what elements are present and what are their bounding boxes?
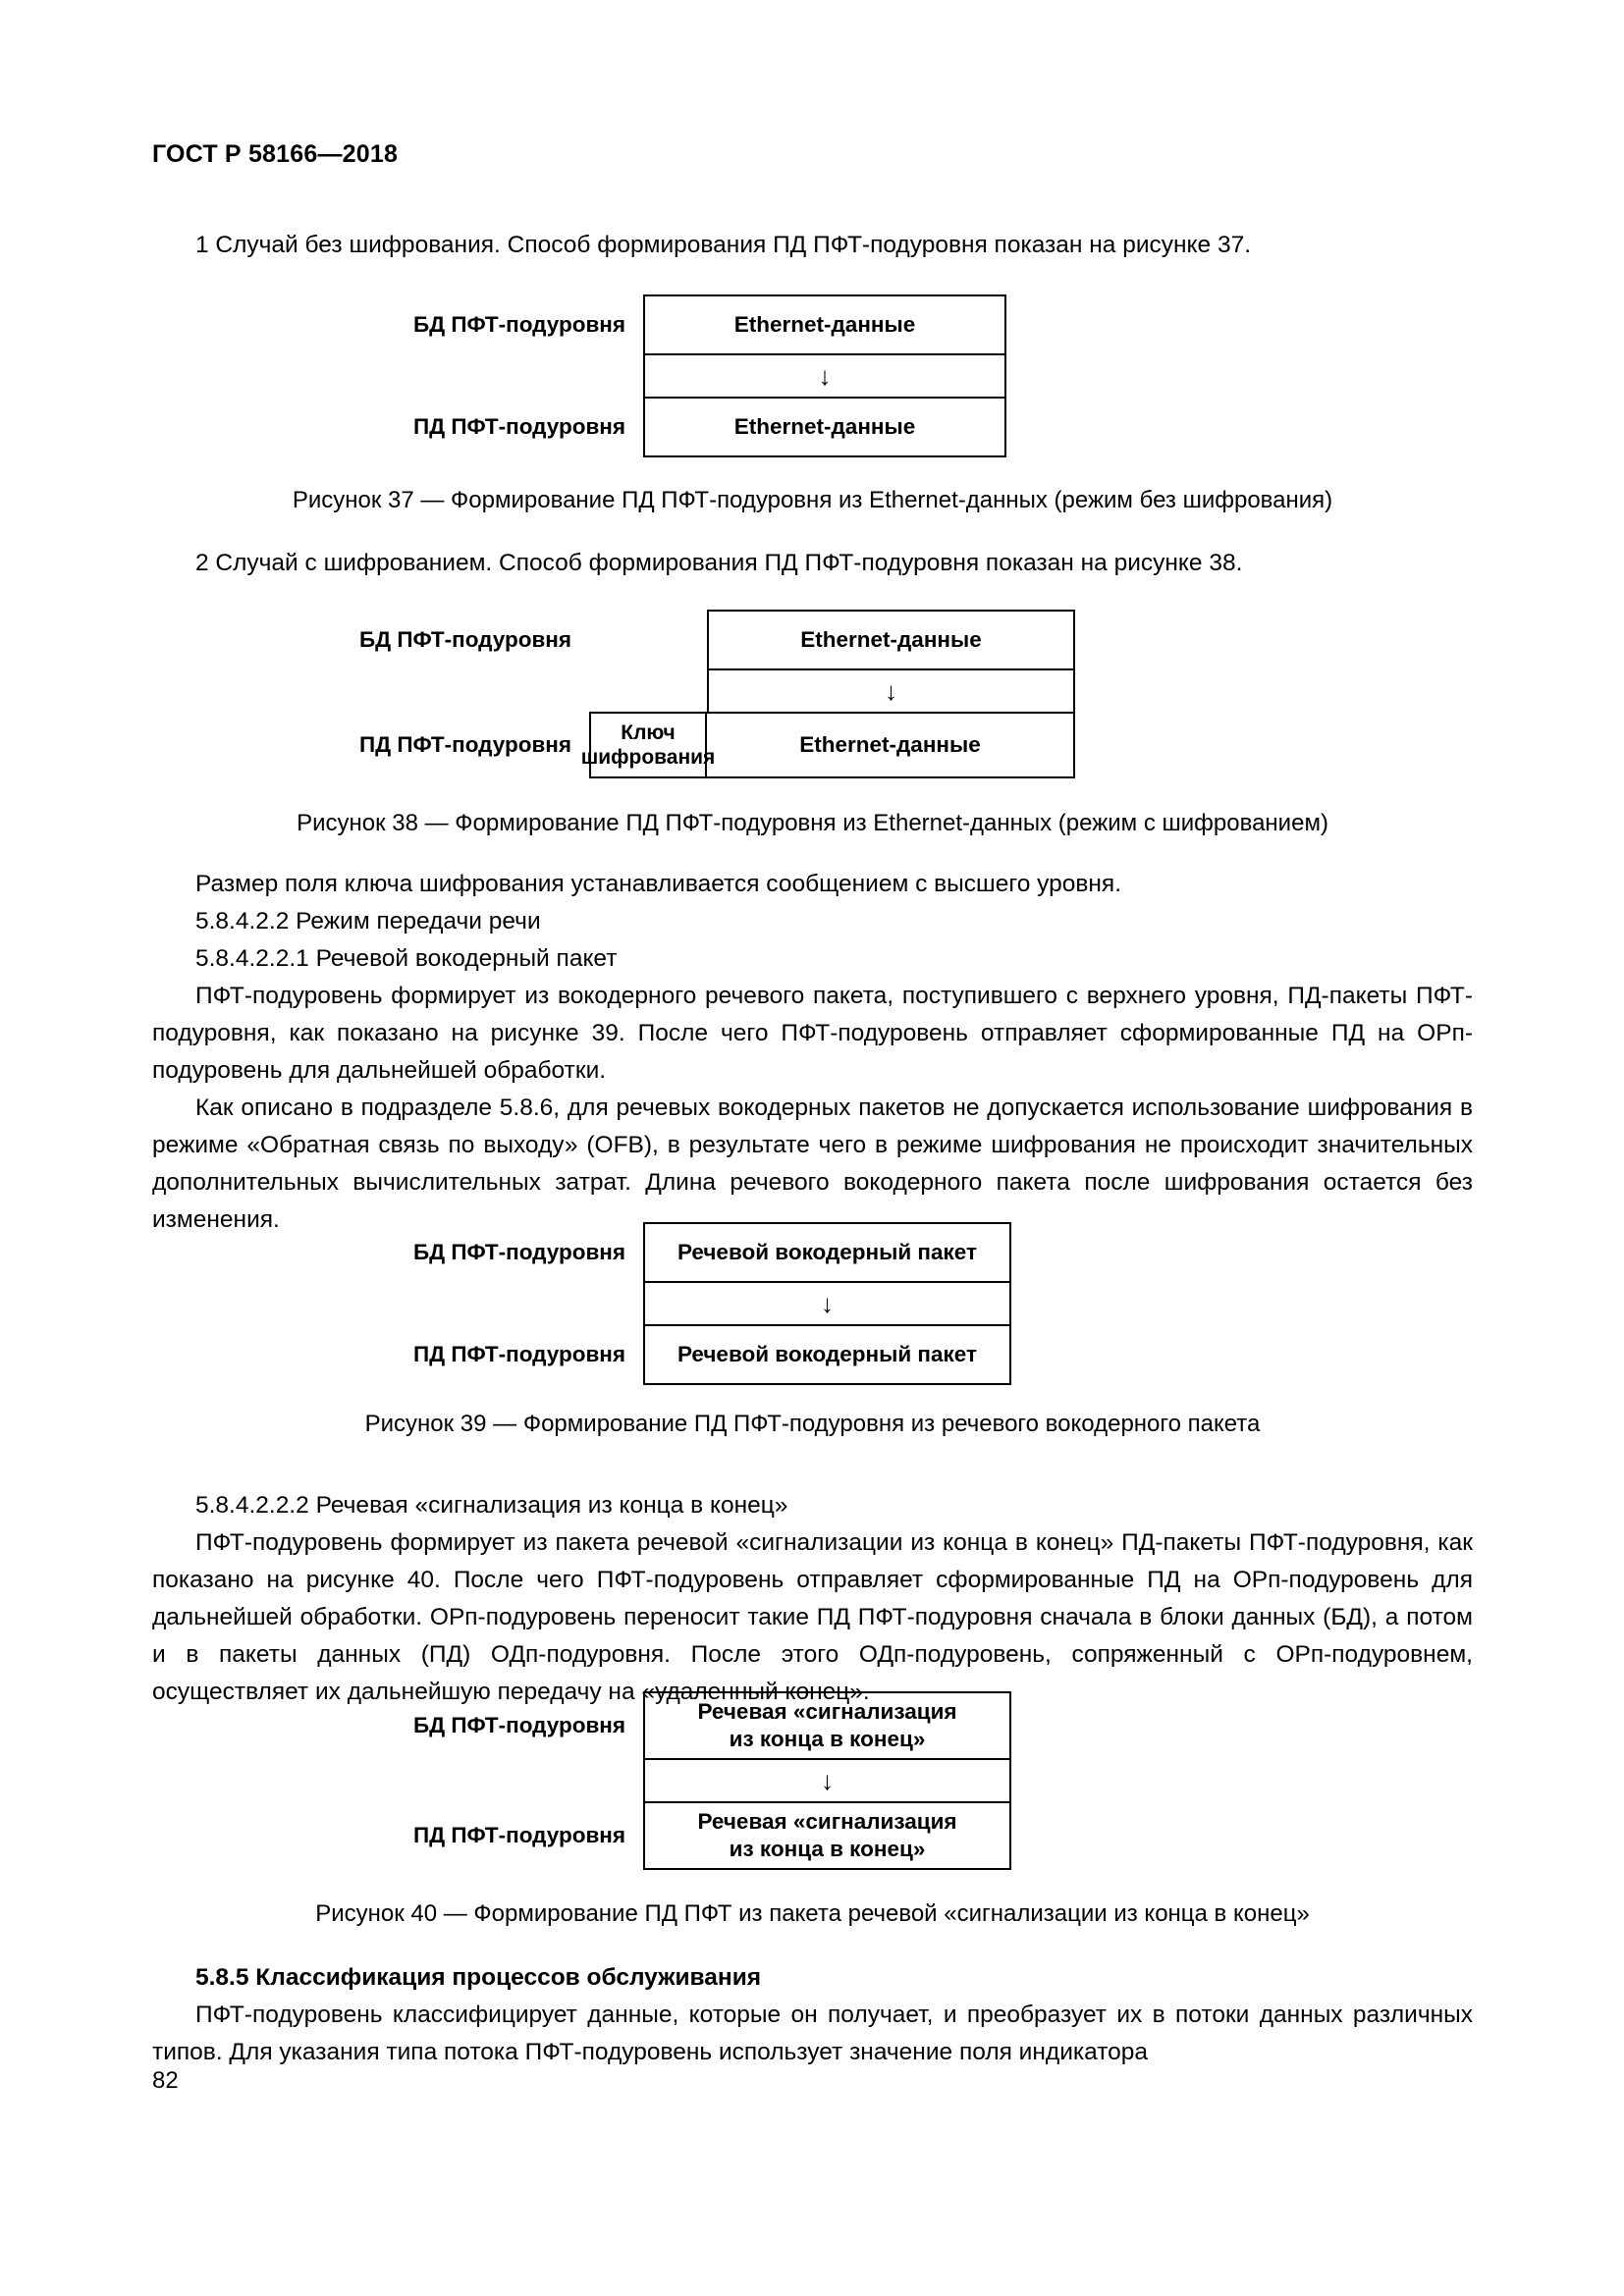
figure-38-row-top	[152, 610, 1473, 670]
figure-40-label-bd: БД ПФТ-подуровня	[412, 1713, 625, 1737]
figure-38-label-bd: БД ПФТ-подуровня	[358, 627, 571, 652]
figure-37-label-bd: БД ПФТ-подуровня	[412, 312, 625, 337]
paragraph-end-to-end-signalling: ПФТ-подуровень формирует из пакета речевой «сигнализации из конца в конец» ПД-пакеты ПФТ-подуровня, как показано на рисунке 40. После чего ПФТ-подуровень отправляет сформированные ПД на ОРп-подуровень для дальнейшей обработки. ОРп-подуровень переносит такие ПД ПФТ-подуровня сначала в блоки данных (БД), а потом и в пакеты данных (ПД) ОДп-подуровня. После этого ОДп-подуровень, сопряженный с ОРп-подуровнем, осуществляет их дальнейшую передачу на «удаленный конец».	[152, 1529, 1473, 1705]
figure-40-spacer-left	[152, 1760, 643, 1801]
figure-37-label-pd: ПД ПФТ-подуровня	[412, 414, 625, 439]
figure-39-row-top	[152, 1222, 1473, 1283]
figure-40-box-top-line2: из конца в конец»	[729, 1727, 926, 1751]
paragraph-vocoder-packet: ПФТ-подуровень формирует из вокодерного речевого пакета, поступившего с верхнего уровня, ПД-пакеты ПФТ-подуровня, как показано на рисунке 39. После чего ПФТ-подуровень отправляет сформированные ПД на ОРп-подуровень для дальнейшей обработки.	[152, 983, 1473, 1084]
heading-5-8-4-2-2-2: 5.8.4.2.2.2 Речевая «сигнализация из конца в конец»	[195, 1492, 788, 1519]
paragraph-case-no-encryption: 1 Случай без шифрования. Способ формирования ПД ПФТ-подуровня показан на рисунке 37.	[195, 232, 1252, 258]
figure-39-row-bottom	[152, 1324, 1473, 1385]
paragraph-classification: ПФТ-подуровень классифицирует данные, которые он получает, и преобразует их в потоки данных различных типов. Для указания типа потока ПФТ-подуровень использует значение поля индикатора	[152, 2002, 1473, 2065]
figure-37-box-top: Ethernet-данные	[643, 294, 1006, 355]
page-number: 82	[152, 2067, 179, 2094]
figure-40-diagram	[152, 1691, 1473, 1870]
figure-38-label-pd: ПД ПФТ-подуровня	[358, 732, 571, 757]
paragraph-key-field-size: Размер поля ключа шифрования устанавливается сообщением с высшего уровня.	[195, 871, 1121, 897]
text-block-classification	[152, 1959, 1473, 2071]
figure-40-box-bottom-line1: Речевая «сигнализация	[697, 1809, 957, 1834]
paragraph-case-encryption-container	[152, 545, 1473, 582]
figure-39-box-bottom: Речевой вокодерный пакет	[643, 1324, 1011, 1385]
figure-39-label-pd: ПД ПФТ-подуровня	[412, 1342, 625, 1366]
figure-39-diagram	[152, 1222, 1473, 1385]
figure-39-row-arrow	[152, 1283, 1473, 1324]
figure-38-caption: Рисунок 38 — Формирование ПД ПФТ-подуровня из Ethernet-данных (режим с шифрованием)	[297, 810, 1328, 836]
figure-39-label-bd: БД ПФТ-подуровня	[412, 1240, 625, 1264]
figure-37-row-bottom	[152, 397, 1473, 457]
figure-39-box-top: Речевой вокодерный пакет	[643, 1222, 1011, 1283]
page-header: ГОСТ Р 58166—2018	[152, 140, 399, 168]
figure-40-row-arrow	[152, 1760, 1473, 1801]
heading-5-8-4-2-2: 5.8.4.2.2 Режим передачи речи	[195, 908, 541, 934]
figure-40-label-pd: ПД ПФТ-подуровня	[412, 1823, 625, 1847]
figure-37-diagram	[152, 294, 1473, 457]
figure-40-box-top-line1: Речевая «сигнализация	[697, 1699, 957, 1724]
figure-40-row-bottom	[152, 1801, 1473, 1870]
down-arrow-icon: ↓	[643, 1760, 1011, 1801]
figure-40-box-top	[643, 1691, 1011, 1760]
heading-5-8-4-2-2-1: 5.8.4.2.2.1 Речевой вокодерный пакет	[195, 945, 618, 972]
figure-40-row-top	[152, 1691, 1473, 1760]
figure-37-row-arrow	[152, 355, 1473, 397]
figure-37-caption: Рисунок 37 — Формирование ПД ПФТ-подуровня из Ethernet-данных (режим без шифрования)	[292, 487, 1333, 513]
figure-38-spacer-left	[152, 670, 589, 712]
figure-38-spacer-key-arrow	[589, 670, 707, 712]
down-arrow-icon: ↓	[643, 1283, 1011, 1324]
figure-38-row-bottom	[152, 712, 1473, 778]
text-block-speech-mode	[152, 866, 1473, 1239]
figure-38-box-encryption-key: Ключ шифрования	[589, 712, 707, 778]
figure-38-box-top: Ethernet-данные	[707, 610, 1075, 670]
figure-37-row-top	[152, 294, 1473, 355]
down-arrow-icon: ↓	[707, 670, 1075, 712]
text-block-end-to-end-signalling	[152, 1487, 1473, 1711]
figure-38-row-arrow	[152, 670, 1473, 712]
figure-38-spacer-key-top	[589, 610, 707, 670]
figure-37-spacer-left	[152, 355, 643, 397]
figure-40-box-bottom	[643, 1801, 1011, 1870]
figure-37-box-bottom: Ethernet-данные	[643, 397, 1006, 457]
heading-5-8-5: 5.8.5 Классификация процессов обслуживания	[195, 1964, 762, 1991]
down-arrow-icon: ↓	[643, 355, 1006, 397]
figure-40-caption: Рисунок 40 — Формирование ПД ПФТ из пакета речевой «сигнализации из конца в конец»	[315, 1900, 1310, 1927]
figure-38-diagram	[152, 610, 1473, 778]
figure-40-box-bottom-line2: из конца в конец»	[729, 1837, 926, 1861]
paragraph-case-no-encryption-container	[152, 227, 1473, 264]
paragraph-case-encryption: 2 Случай с шифрованием. Способ формирования ПД ПФТ-подуровня показан на рисунке 38.	[195, 550, 1243, 576]
figure-39-spacer-left	[152, 1283, 643, 1324]
figure-38-box-bottom: Ethernet-данные	[707, 712, 1075, 778]
figure-39-caption: Рисунок 39 — Формирование ПД ПФТ-подуровня из речевого вокодерного пакета	[364, 1411, 1261, 1437]
paragraph-ofb-note: Как описано в подразделе 5.8.6, для речевых вокодерных пакетов не допускается использование шифрования в режиме «Обратная связь по выходу» (OFB), в результате чего в режиме шифрования не происходит значительных дополнительных вычислительных затрат. Длина речевого вокодерного пакета после шифрования остается без изменения.	[152, 1095, 1473, 1233]
